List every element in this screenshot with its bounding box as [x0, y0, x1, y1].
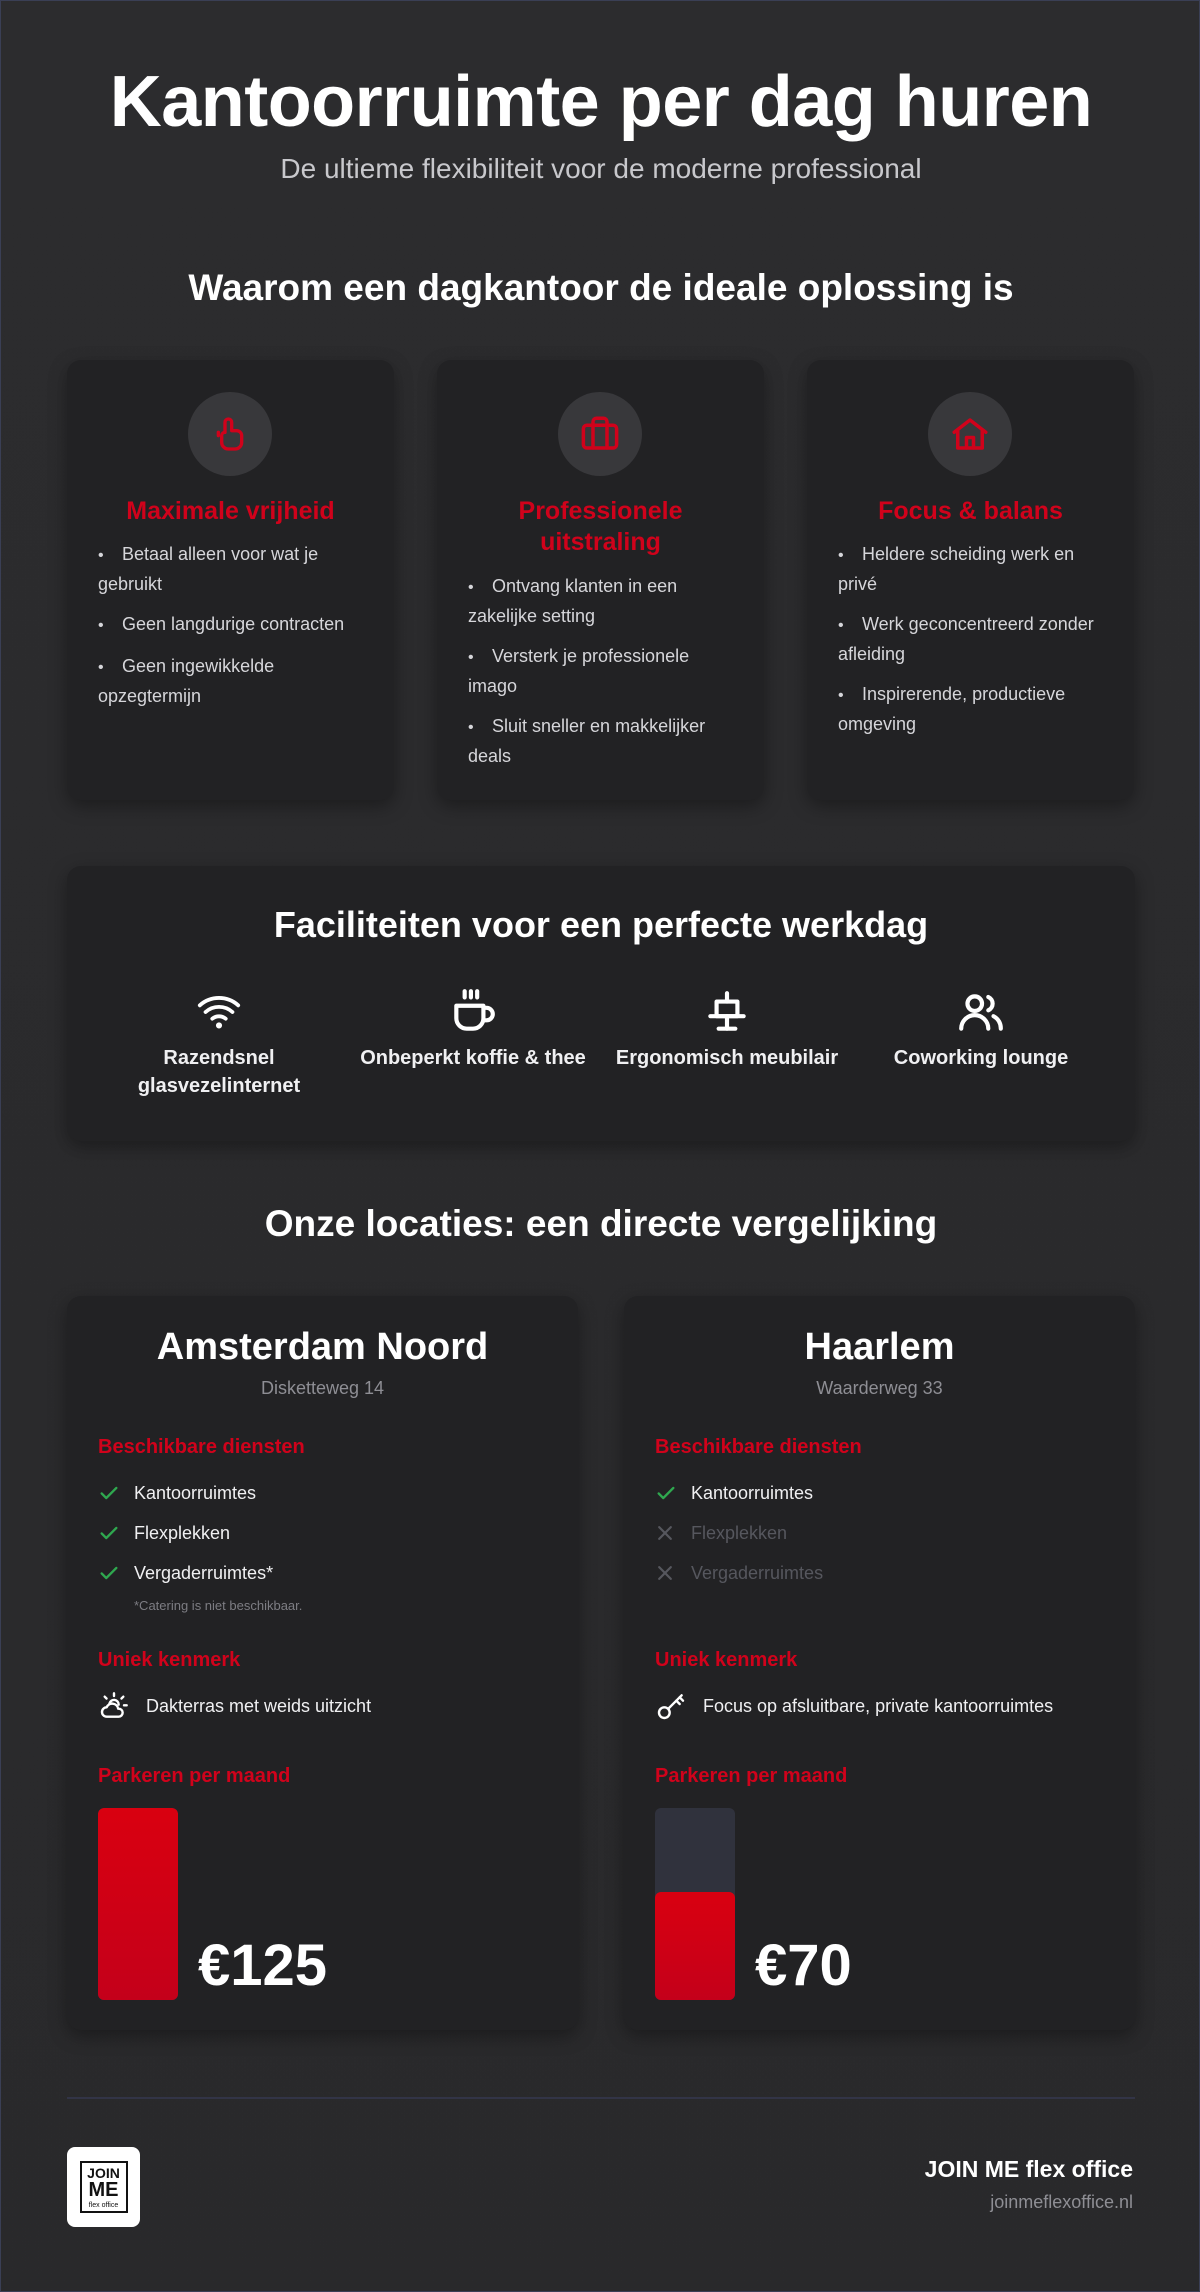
- facilities-card: [67, 866, 1135, 1141]
- facility-lounge: [854, 984, 1108, 1072]
- facility-label: Razendsnel glasvezelinternet: [137, 1047, 301, 1097]
- service-label: Vergaderruimtes: [691, 1562, 824, 1583]
- briefcase-icon: [579, 413, 621, 455]
- why-card-title: Maximale vrijheid: [126, 497, 335, 525]
- list-item: • Inspirerende, productieve omgeving: [838, 680, 1110, 738]
- location-address: Disketteweg 14: [260, 1378, 385, 1398]
- service-row: [655, 1558, 823, 1588]
- home-icon: [949, 413, 991, 455]
- why-card-professional: [437, 360, 764, 800]
- check-icon: [98, 1482, 120, 1504]
- hand-pointer-icon: [210, 414, 250, 454]
- why-card-title: Professionele uitstraling: [518, 497, 683, 556]
- unique-label: Uniek kenmerk: [98, 1649, 241, 1671]
- list-item: • Geen ingewikkelde opzegtermijn: [98, 652, 370, 710]
- location-name: Haarlem: [804, 1326, 955, 1368]
- desk-icon: [702, 987, 752, 1037]
- service-label: Kantoorruimtes: [691, 1482, 814, 1503]
- sun-cloud-icon: [98, 1690, 130, 1722]
- parking-price: €125: [198, 1933, 328, 1998]
- service-row: [655, 1478, 813, 1508]
- facility-label: Ergonomisch meubilair: [615, 1047, 839, 1069]
- why-card-freedom: [67, 360, 394, 800]
- logo-text: flex office: [88, 2201, 119, 2209]
- logo-text: ME: [88, 2178, 119, 2201]
- check-icon: [655, 1482, 677, 1504]
- why-card-list: [838, 540, 1110, 750]
- wifi-icon: [193, 989, 245, 1035]
- why-card-focus: [807, 360, 1134, 800]
- list-item: • Ontvang klanten in een zakelijke setting: [468, 572, 740, 630]
- unique-feature-text: Dakterras met weids uitzicht: [146, 1695, 372, 1716]
- cross-icon: [655, 1523, 675, 1543]
- parking-bar: [655, 1808, 735, 2000]
- unique-feature: [98, 1689, 371, 1723]
- service-label: Flexplekken: [691, 1522, 788, 1543]
- services-label: Beschikbare diensten: [98, 1436, 305, 1458]
- page-title: Kantoorruimte per dag huren: [109, 62, 1093, 142]
- coffee-cup-icon: [448, 987, 498, 1037]
- facility-label: Onbeperkt koffie & thee: [360, 1047, 586, 1069]
- logo-text: JOIN: [87, 2164, 120, 2181]
- location-card-haarlem: [624, 1296, 1135, 2030]
- parking-label: Parkeren per maand: [98, 1765, 291, 1787]
- location-card-amsterdam: [67, 1296, 578, 2030]
- list-item: • Heldere scheiding werk en privé: [838, 540, 1110, 598]
- parking-label: Parkeren per maand: [655, 1765, 848, 1787]
- check-icon: [98, 1522, 120, 1544]
- list-item: • Werk geconcentreerd zonder afleiding: [838, 610, 1110, 668]
- why-heading: Waarom een dagkantoor de ideale oplossing is: [188, 267, 1014, 308]
- brand-logo[interactable]: [67, 2147, 140, 2227]
- location-name: Amsterdam Noord: [156, 1326, 489, 1368]
- website-link[interactable]: joinmeflexoffice.nl: [990, 2192, 1133, 2212]
- key-icon: [655, 1690, 687, 1722]
- footer-divider: [67, 2097, 1135, 2099]
- why-card-title: Focus & balans: [878, 497, 1063, 525]
- why-card-list: [468, 572, 740, 782]
- check-icon: [98, 1562, 120, 1584]
- service-row: [98, 1478, 256, 1508]
- service-row: [98, 1558, 273, 1588]
- icon-badge: [558, 392, 642, 476]
- parking-price: €70: [755, 1933, 852, 1998]
- why-card-list: [98, 540, 370, 722]
- parking-bar: [98, 1808, 178, 2000]
- locations-heading: Onze locaties: een directe vergelijking: [264, 1203, 938, 1244]
- unique-feature-text: Focus op afsluitbare, private kantoorruimtes: [703, 1695, 1054, 1716]
- brand-name: JOIN ME flex office: [924, 2156, 1133, 2182]
- icon-badge: [928, 392, 1012, 476]
- parking-bar-fill: [98, 1808, 178, 2000]
- service-row: [98, 1518, 230, 1548]
- icon-badge: [188, 392, 272, 476]
- facility-internet: [92, 984, 346, 1100]
- users-icon: [955, 987, 1007, 1037]
- cross-icon: [655, 1563, 675, 1583]
- services-label: Beschikbare diensten: [655, 1436, 862, 1458]
- catering-note: *Catering is niet beschikbaar.: [134, 1598, 303, 1613]
- facility-coffee: [346, 984, 600, 1072]
- list-item: • Sluit sneller en makkelijker deals: [468, 712, 740, 770]
- service-label: Vergaderruimtes*: [134, 1562, 274, 1583]
- list-item: • Betaal alleen voor wat je gebruikt: [98, 540, 370, 598]
- facility-furniture: [600, 984, 854, 1072]
- facility-label: Coworking lounge: [893, 1047, 1069, 1069]
- unique-label: Uniek kenmerk: [655, 1649, 798, 1671]
- facilities-heading: Faciliteiten voor een perfecte werkdag: [273, 904, 929, 945]
- service-label: Kantoorruimtes: [134, 1482, 257, 1503]
- unique-feature: [655, 1689, 1053, 1723]
- list-item: • Geen langdurige contracten: [98, 610, 370, 640]
- list-item: • Versterk je professionele imago: [468, 642, 740, 700]
- location-address: Waarderweg 33: [816, 1378, 943, 1398]
- service-label: Flexplekken: [134, 1522, 231, 1543]
- service-row: [655, 1518, 787, 1548]
- parking-bar-fill: [655, 1892, 735, 2000]
- page-subtitle: De ultieme flexibiliteit voor de moderne professional: [280, 153, 922, 184]
